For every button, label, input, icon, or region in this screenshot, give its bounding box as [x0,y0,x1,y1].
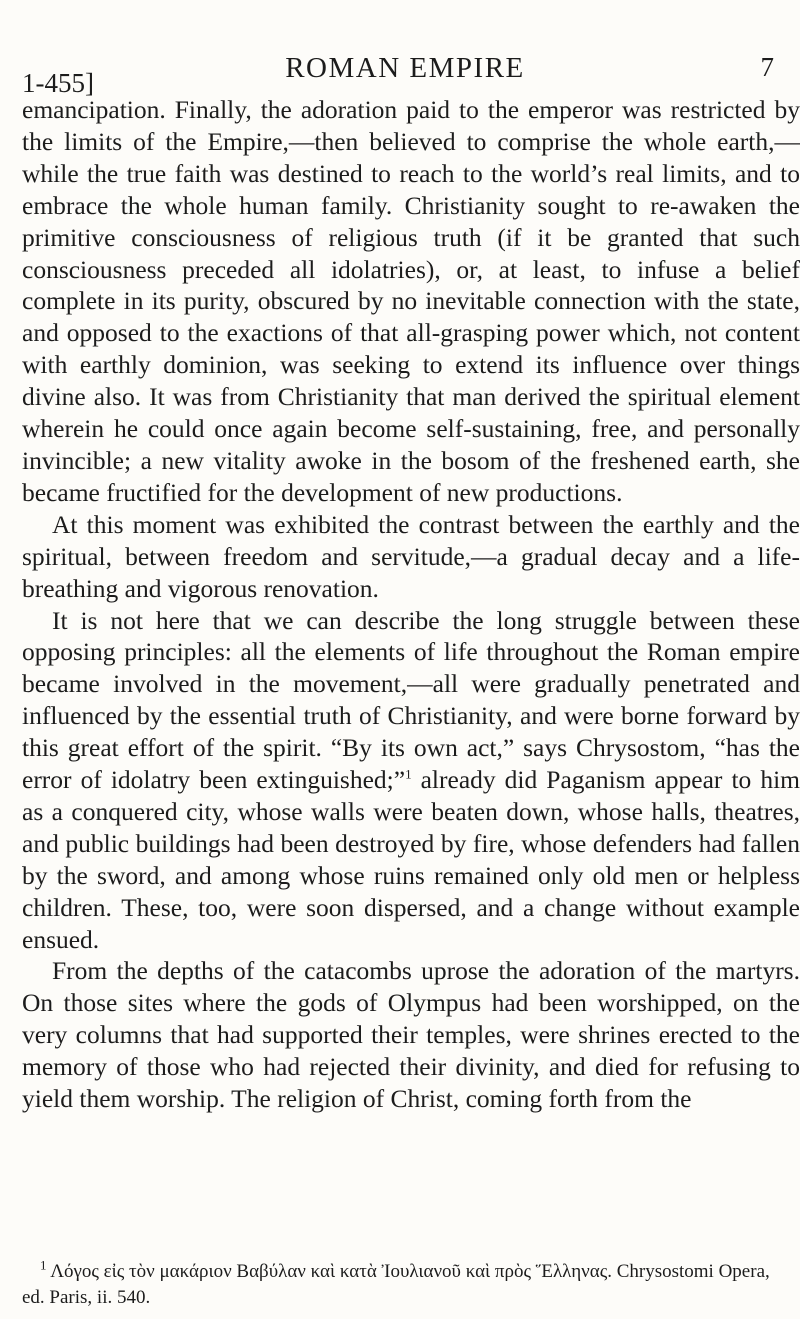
paragraph: At this moment was exhibited the contrast between the earthly and the spiritual, between freedom and servitude,—a gradual decay and a life-breathing and vigorous renovation. [22,509,800,603]
footnote-reference: 1 [405,766,412,782]
running-head [22,44,788,98]
paragraph-with-footnote [22,605,800,956]
paragraph: emancipation. Finally, the adoration paid to the emperor was restricted by the limits of the Empire,—then believed to comprise the whole earth,—while the true faith was destined to reach to the world’s real limits, and to embrace the whole human family. Christianity sought to re-awaken the primitive consciousness of religious truth (if it be granted that such consciousness preceded all idolatries), or, at least, to infuse a belief complete in its purity, obscured by no inevitable connection with the state, and opposed to the exactions of that all-grasping power which, not content with earthly dominion, was seeking to extend its influence over things divine also. It was from Christianity that man derived the spiritual element wherein he could once again become self-sustaining, free, and personally invincible; a new vitality awoke in the bosom of the freshened earth, she became fructified for the development of new productions. [22,95,800,507]
paragraph-part: already did Paganism appear to him as a conquered city, whose walls were beaten down, whose halls, theatres, and public buildings had been destroyed by fire, whose defenders had fallen by the sword, and among whose ruins remained only old men or helpless children. These, too, were soon dispersed, and a change without example ensued. [22,765,800,954]
body-text [22,94,800,1115]
running-title: ROMAN EMPIRE [285,52,525,84]
page-range: 1-455] [22,68,94,98]
paragraph: From the depths of the catacombs uprose the adoration of the martyrs. On those sites where the gods of Olympus had been worshipped, on the very columns that had supported their temples, were shrines erected to the memory of those who had rejected their divinity, and died for refusing to yield them worship. The religion of Christ, coming forth from the [22,956,800,1114]
footnote-text: Λόγος εἰς τὸν μακάριον Βαβύλαν καὶ κατὰ Ἰουλιανοῦ καὶ πρὸς Ἕλληνας. Chrysostomi Opera, ed. Paris, ii. 540. [22,1261,770,1308]
paragraph-part: It is not here that we can describe the long struggle between these opposing principles: all the elements of life throughout the Roman empire became involved in the movement,—all were gradually penetrated and influenced by the essential truth of Christianity, and were borne forward by this great effort of the spirit. “By its own act,” says Chrysostom, “has the error of idolatry been extinguished;” [22,605,800,795]
page-number: 7 [760,52,774,82]
footnote [22,1259,792,1311]
footnote-marker: 1 [40,1257,47,1273]
